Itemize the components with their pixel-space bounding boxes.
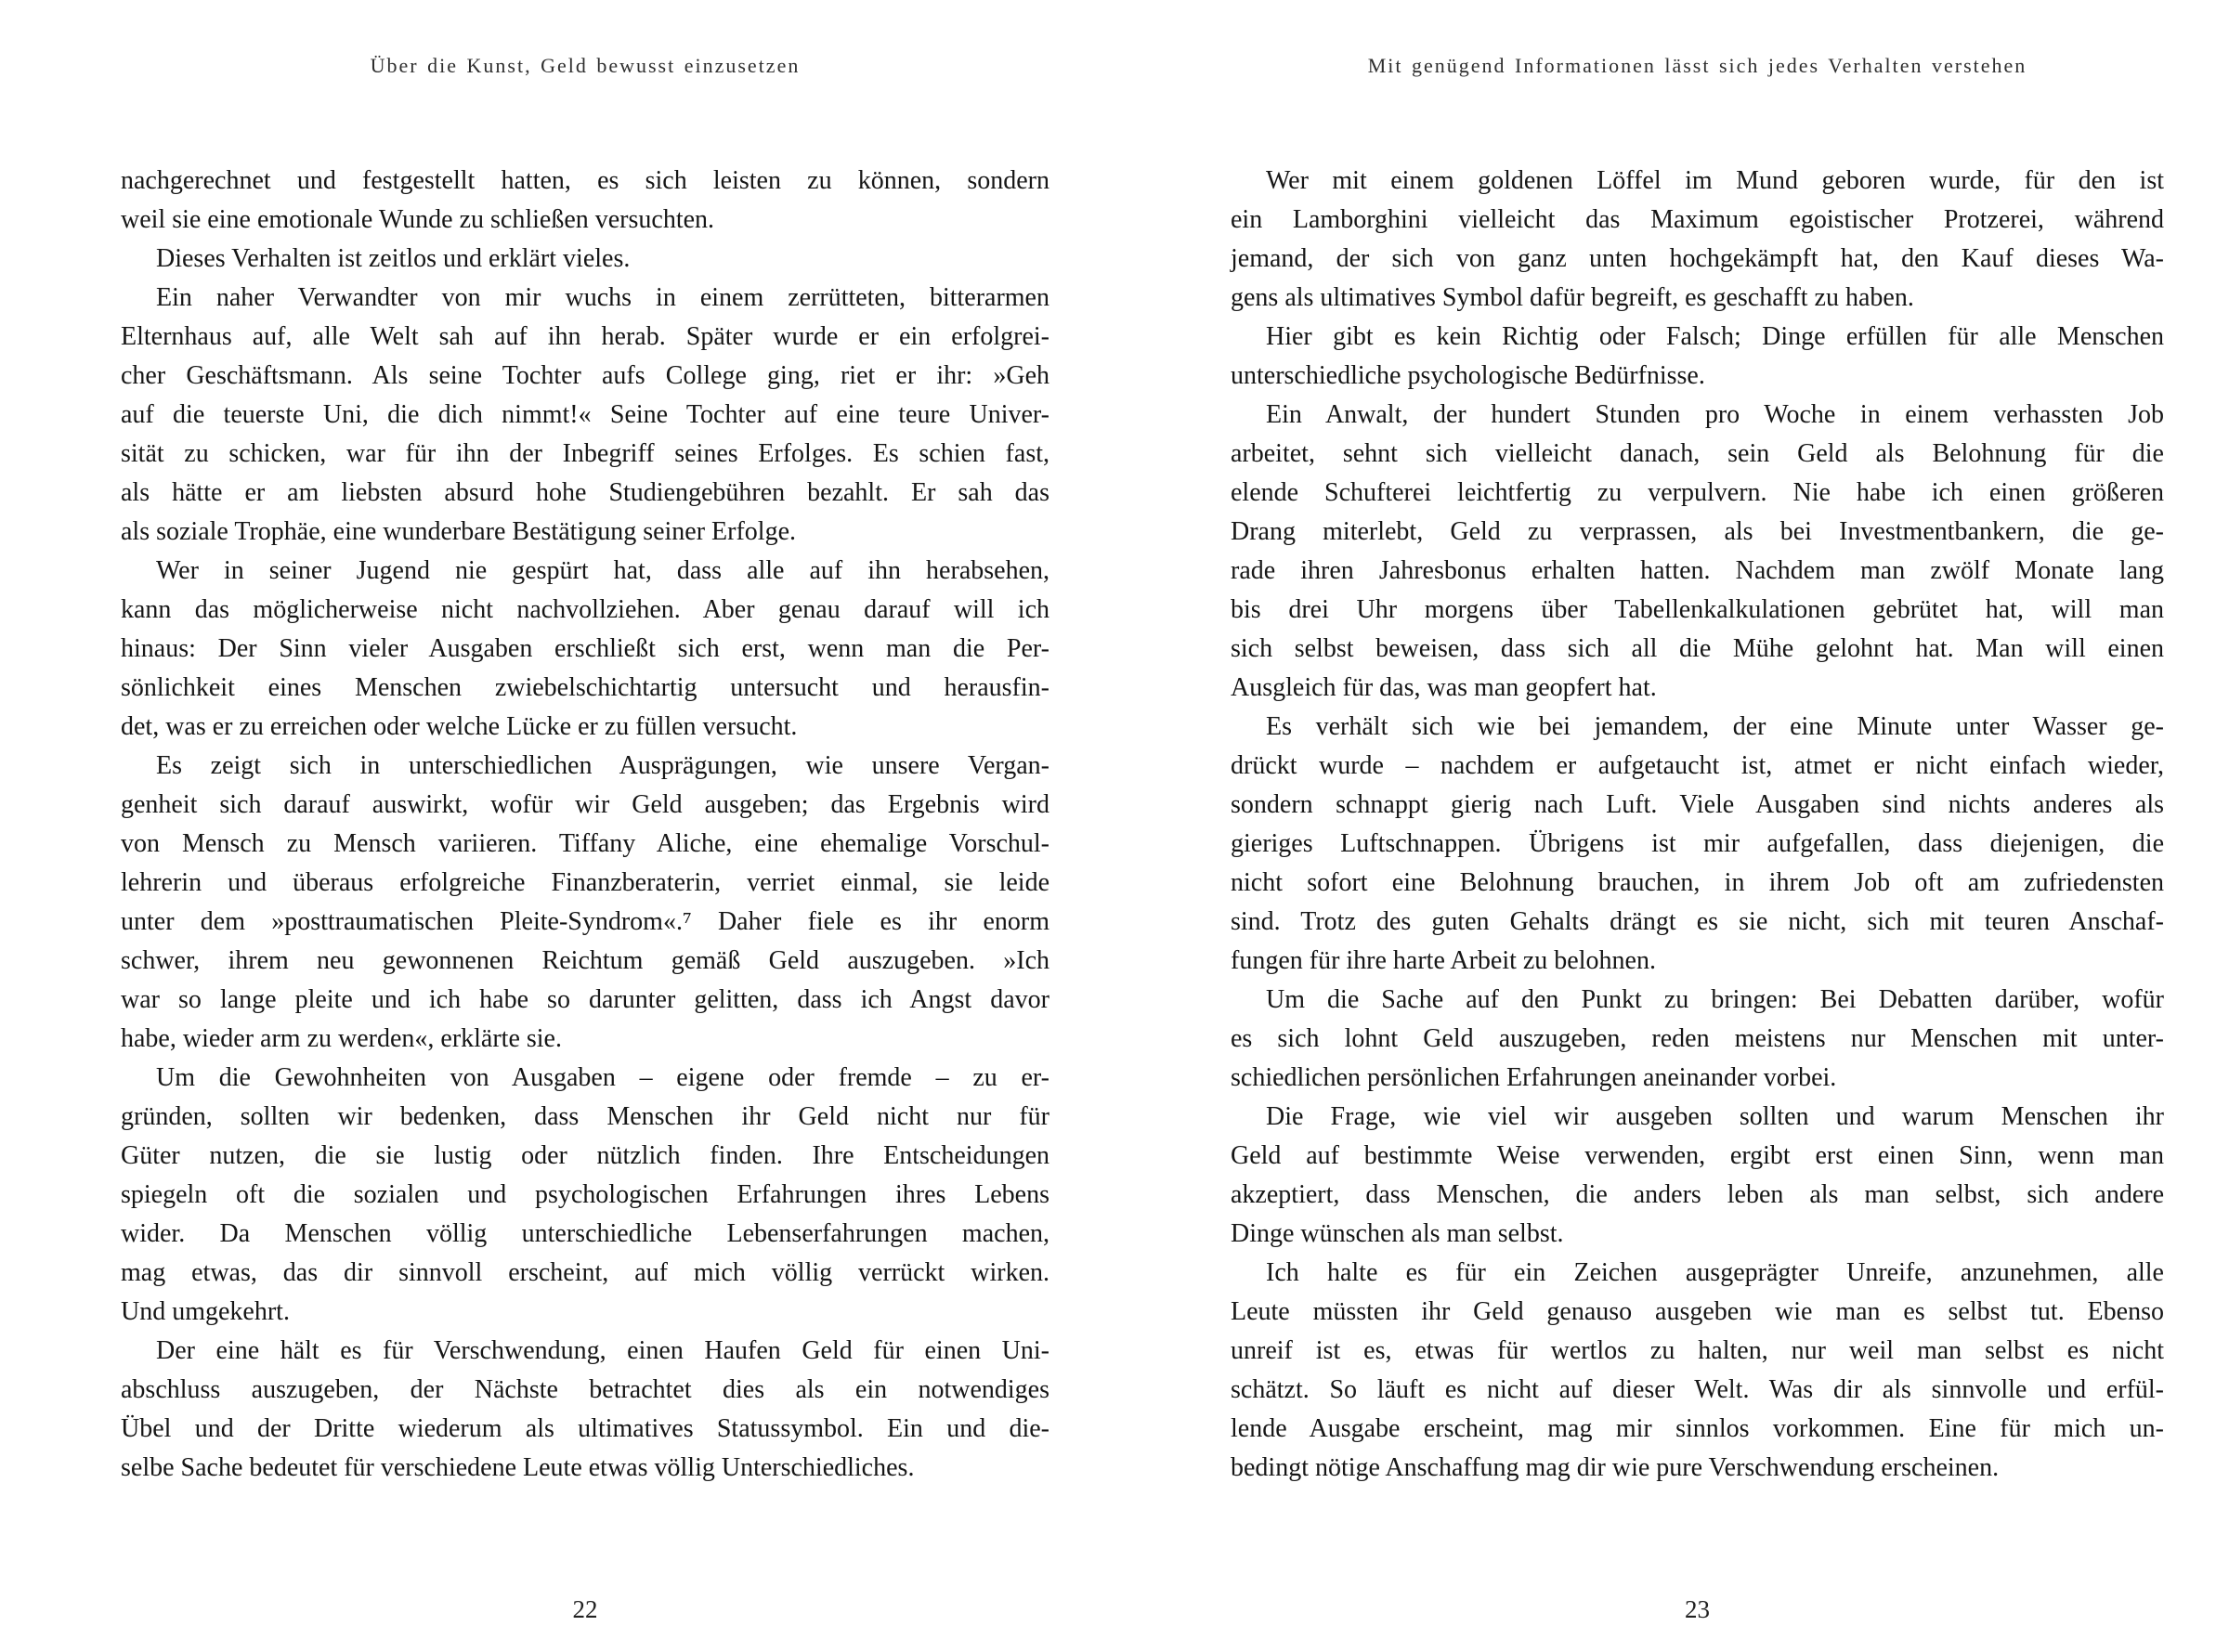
text-line: schwer, ihrem neu gewonnenen Reichtum gemäß Geld auszugeben. »Ich [121,946,1049,975]
text-line: als soziale Trophäe, eine wunderbare Bestätigung seiner Erfolge. [121,517,797,546]
body-text-right [1231,162,2164,1488]
page-number-right: 23 [1685,1595,1710,1623]
text-line: Übel und der Dritte wiederum als ultimatives Statussymbol. Ein und die- [121,1414,1049,1443]
text-line: als hätte er am liebsten absurd hohe Studiengebühren bezahlt. Er sah das [121,478,1049,507]
body-text-left [121,162,1049,1488]
text-line: unreif ist es, etwas für wertlos zu halten, nur weil man selbst es nicht [1231,1336,2164,1365]
text-line: Ich halte es für ein Zeichen ausgeprägter Unreife, anzunehmen, alle [1266,1258,2164,1287]
text-line: Und umgekehrt. [121,1297,290,1326]
text-line: Es verhält sich wie bei jemandem, der eine Minute unter Wasser ge- [1266,712,2164,741]
text-line: schätzt. So läuft es nicht auf dieser Welt. Was dir als sinnvolle und erfül- [1231,1375,2164,1404]
text-line: akzeptiert, dass Menschen, die anders leben als man selbst, sich andere [1231,1180,2164,1209]
text-line: weil sie eine emotionale Wunde zu schließen versuchten. [121,205,715,234]
text-line: wider. Da Menschen völlig unterschiedliche Lebenserfahrungen machen, [121,1219,1049,1248]
text-line: Der eine hält es für Verschwendung, einen Haufen Geld für einen Uni- [156,1336,1049,1365]
text-line: elende Schufterei leichtfertig zu verpulvern. Nie habe ich einen größeren [1231,478,2164,507]
text-line: ein Lamborghini vielleicht das Maximum egoistischer Protzerei, während [1231,205,2164,234]
text-line: sich selbst beweisen, dass sich all die Mühe gelohnt hat. Man will einen [1231,634,2164,663]
text-line: bis drei Uhr morgens über Tabellenkalkulationen gebrütet hat, will man [1231,595,2164,624]
text-line: kann das möglicherweise nicht nachvollziehen. Aber genau darauf will ich [121,595,1049,624]
text-line: Wer in seiner Jugend nie gespürt hat, dass alle auf ihn herabsehen, [156,556,1049,585]
text-line: nachgerechnet und festgestellt hatten, es sich leisten zu können, sondern [121,166,1049,195]
text-line: drückt wurde – nachdem er aufgetaucht ist, atmet er nicht einfach wieder, [1231,751,2164,780]
text-line: lehrerin und überaus erfolgreiche Finanzberaterin, verriet einmal, sie leide [121,868,1049,897]
text-line: nicht sofort eine Belohnung brauchen, in ihrem Job oft am zufriedensten [1231,868,2164,897]
text-line: Hier gibt es kein Richtig oder Falsch; Dinge erfüllen für alle Menschen [1266,322,2164,351]
text-line: sind. Trotz des guten Gehalts drängt es sie nicht, sich mit teuren Anschaf- [1231,907,2164,936]
text-line: sönlichkeit eines Menschen zwiebelschichtartig untersucht und herausfin- [121,673,1049,702]
running-head-right: Mit genügend Informationen lässt sich jedes Verhalten verstehen [1367,54,2027,77]
text-line: fungen für ihre harte Arbeit zu belohnen. [1231,946,1656,975]
text-line: unterschiedliche psychologische Bedürfnisse. [1231,361,1705,390]
text-line: gieriges Luftschnappen. Übrigens ist mir aufgefallen, dass diejenigen, die [1231,829,2164,858]
text-line: cher Geschäftsmann. Als seine Tochter aufs College ging, riet er ihr: »Geh [121,361,1049,390]
text-line: habe, wieder arm zu werden«, erklärte sie. [121,1024,562,1053]
running-head-left: Über die Kunst, Geld bewusst einzusetzen [370,54,801,77]
text-line: gründen, sollten wir bedenken, dass Menschen ihr Geld nicht nur für [121,1102,1049,1131]
text-line: Die Frage, wie viel wir ausgeben sollten und warum Menschen ihr [1266,1102,2164,1131]
text-line: lende Ausgabe erscheint, mag mir sinnlos vorkommen. Eine für mich un- [1231,1414,2164,1443]
text-line: Elternhaus auf, alle Welt sah auf ihn herab. Später wurde er ein erfolgrei- [121,322,1049,351]
text-line: von Mensch zu Mensch variieren. Tiffany Aliche, eine ehemalige Vorschul- [121,829,1049,858]
text-line: war so lange pleite und ich habe so darunter gelitten, dass ich Angst davor [121,985,1049,1014]
text-line: Es zeigt sich in unterschiedlichen Ausprägungen, wie unsere Vergan- [156,751,1049,780]
text-line: Um die Sache auf den Punkt zu bringen: Bei Debatten darüber, wofür [1266,985,2164,1014]
text-line: auf die teuerste Uni, die dich nimmt!« Seine Tochter auf eine teure Univer- [121,400,1049,429]
text-line: det, was er zu erreichen oder welche Lücke er zu füllen versucht. [121,712,798,741]
text-line: Güter nutzen, die sie lustig oder nützlich finden. Ihre Entscheidungen [121,1141,1049,1170]
text-line: Um die Gewohnheiten von Ausgaben – eigene oder fremde – zu er- [156,1063,1049,1092]
text-line: Dieses Verhalten ist zeitlos und erklärt vieles. [156,244,631,273]
text-line: Geld auf bestimmte Weise verwenden, ergibt erst einen Sinn, wenn man [1231,1141,2164,1170]
text-line: Ein naher Verwandter von mir wuchs in einem zerrütteten, bitterarmen [156,283,1049,312]
page-right [1114,0,2229,1652]
text-line: Wer mit einem goldenen Löffel im Mund geboren wurde, für den ist [1266,166,2164,195]
text-line: selbe Sache bedeutet für verschiedene Leute etwas völlig Unterschiedliches. [121,1453,915,1482]
text-line: rade ihren Jahresbonus erhalten hatten. Nachdem man zwölf Monate lang [1231,556,2164,585]
text-line: Dinge wünschen als man selbst. [1231,1219,1564,1248]
text-line: Ausgleich für das, was man geopfert hat. [1231,673,1657,702]
text-line: arbeitet, sehnt sich vielleicht danach, sein Geld als Belohnung für die [1231,439,2164,468]
text-line: schiedlichen persönlichen Erfahrungen aneinander vorbei. [1231,1063,1837,1092]
text-line: Drang miterlebt, Geld zu verprassen, als bei Investmentbankern, die ge- [1231,517,2164,546]
text-line: genheit sich darauf auswirkt, wofür wir Geld ausgeben; das Ergebnis wird [121,790,1049,819]
text-line: bedingt nötige Anschaffung mag dir wie pure Verschwendung erscheinen. [1231,1453,2000,1482]
text-line: gens als ultimatives Symbol dafür begreift, es geschafft zu haben. [1231,283,1914,312]
text-line: unter dem »posttraumatischen Pleite-Syndrom«.⁷ Daher fiele es ihr enorm [121,907,1049,936]
page-left [0,0,1114,1652]
text-line: hinaus: Der Sinn vieler Ausgaben erschließt sich erst, wenn man die Per- [121,634,1049,663]
text-line: es sich lohnt Geld auszugeben, reden meistens nur Menschen mit unter- [1231,1024,2164,1053]
page-number-left: 22 [572,1595,598,1623]
text-line: mag etwas, das dir sinnvoll erscheint, auf mich völlig verrückt wirken. [121,1258,1049,1287]
text-line: Leute müssten ihr Geld genauso ausgeben wie man es selbst tut. Ebenso [1231,1297,2164,1326]
text-line: sität zu schicken, war für ihn der Inbegriff seines Erfolges. Es schien fast, [121,439,1049,468]
text-line: spiegeln oft die sozialen und psychologischen Erfahrungen ihres Lebens [121,1180,1049,1209]
text-line: sondern schnappt gierig nach Luft. Viele Ausgaben sind nichts anderes als [1231,790,2164,819]
text-line: Ein Anwalt, der hundert Stunden pro Woche in einem verhassten Job [1266,400,2164,429]
text-line: jemand, der sich von ganz unten hochgekämpft hat, den Kauf dieses Wa- [1231,244,2164,273]
text-line: abschluss auszugeben, der Nächste betrachtet dies als ein notwendiges [121,1375,1049,1404]
